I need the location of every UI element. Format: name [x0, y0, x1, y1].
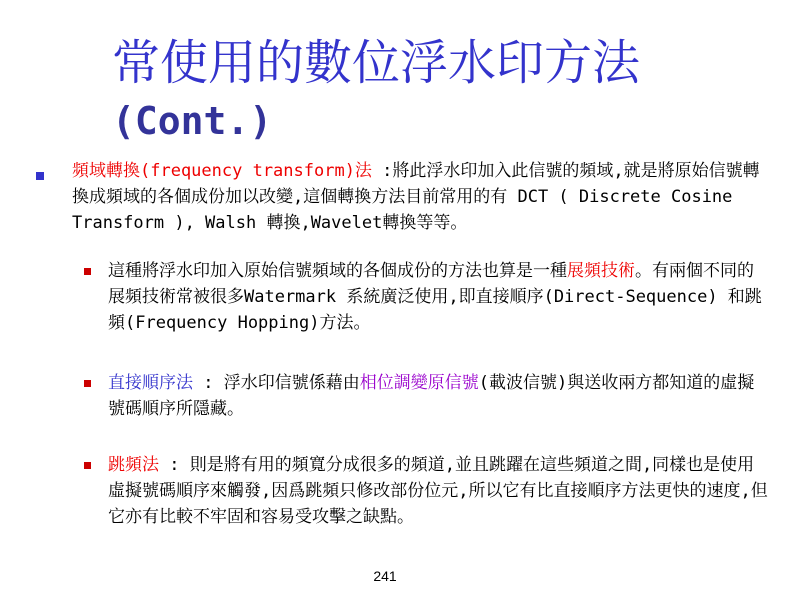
main-point-term: 頻域轉換(frequency transform)法: [72, 161, 372, 181]
sub-bullet-icon: [84, 268, 91, 275]
sub-bullet-icon: [84, 380, 91, 387]
sub-point-3-post: : 則是將有用的頻寬分成很多的頻道,並且跳躍在這些頻道之間,同樣也是使用虛擬號碼順序來觸發,因爲跳頻只修改部份位元,所以它有比直接順序方法更快的速度,但它亦有比較不牢固和容易受攻擊之缺點。: [108, 455, 768, 527]
slide-title-continued: (Cont.): [112, 99, 273, 143]
sub-point-spread-spectrum: [108, 258, 768, 336]
sub-point-2-term2: 相位調變原信號: [359, 373, 479, 393]
slide-title: 常使用的數位浮水印方法: [112, 35, 641, 91]
main-bullet-icon: [36, 172, 44, 180]
sub-point-1-pre: 這種將浮水印加入原始信號頻域的各個成份的方法也算是一種: [108, 261, 567, 281]
sub-point-1-post: 。有兩個不同的展頻技術常被很多Watermark 系統廣泛使用,即直接順序(Direct-Sequence) 和跳頻(Frequency Hopping)方法。: [108, 261, 762, 333]
sub-point-3-term: 跳頻法: [108, 455, 159, 475]
main-point: [72, 158, 772, 236]
sub-point-1-term: 展頻技術: [567, 261, 635, 281]
page-number: 241: [373, 568, 397, 584]
sub-point-frequency-hopping: [108, 452, 768, 530]
main-point-text: :將此浮水印加入此信號的頻域,就是將原始信號轉換成頻域的各個成份加以改變,這個轉換方法目前常用的有 DCT ( Discrete Cosine Transform ), Walsh 轉換,Wavelet轉換等等。: [72, 161, 760, 233]
sub-point-2-mid: : 浮水印信號係藉由: [193, 373, 360, 393]
sub-point-direct-sequence: [108, 370, 768, 422]
sub-point-2-post: (載波信號)與送收兩方都知道的虛擬號碼順序所隱藏。: [108, 373, 755, 419]
sub-bullet-icon: [84, 462, 91, 469]
sub-point-2-term: 直接順序法: [108, 373, 193, 393]
